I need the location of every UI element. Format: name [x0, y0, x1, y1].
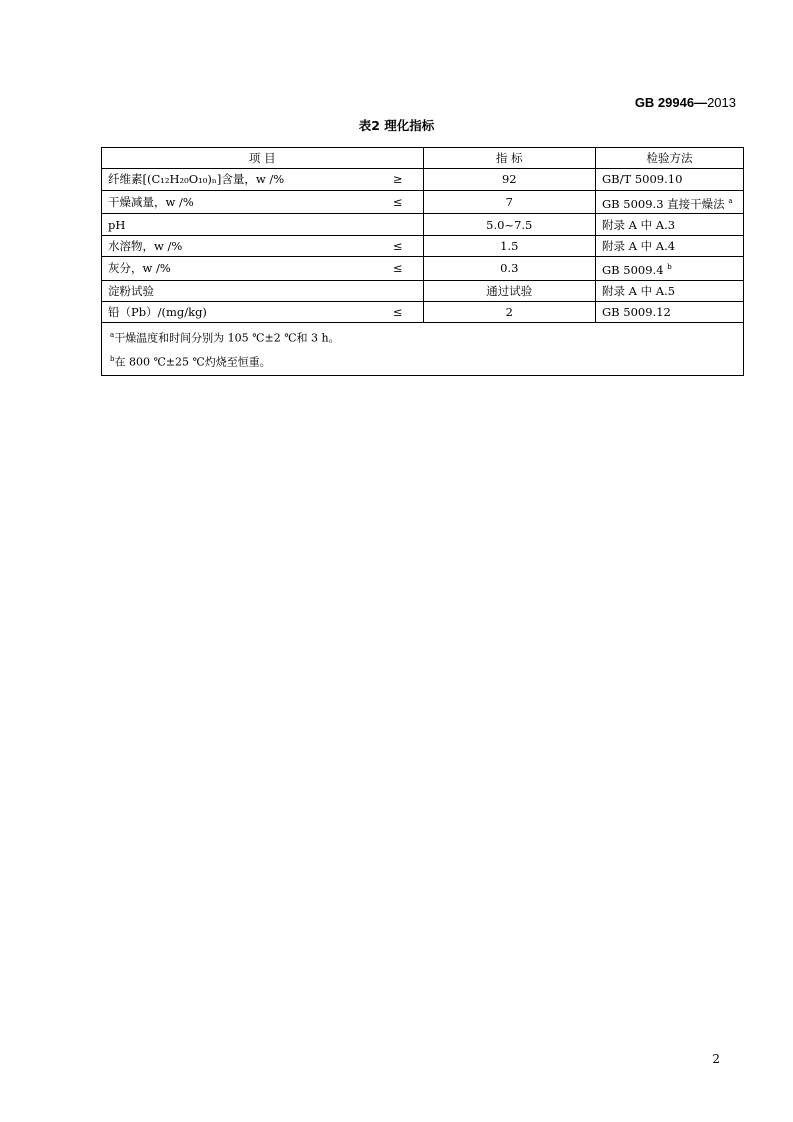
table-header-row — [102, 148, 744, 169]
method-text: GB 5009.4 — [602, 262, 664, 277]
page-number: 2 — [712, 1052, 720, 1066]
table-row — [102, 169, 744, 190]
method-cell: 附录 A 中 A.3 — [596, 214, 744, 235]
comparison-symbol: ≤ — [392, 238, 403, 253]
table-row — [102, 302, 744, 323]
comparison-symbol — [403, 215, 417, 235]
table-note — [110, 325, 737, 349]
index-cell: 0.3 — [423, 257, 595, 281]
item-cell — [102, 214, 424, 235]
method-cell: GB/T 5009.10 — [596, 169, 744, 190]
index-cell: 通过试验 — [423, 280, 595, 301]
method-cell — [596, 257, 744, 281]
item-name: pH — [108, 217, 126, 232]
item-cell — [102, 190, 424, 214]
comparison-symbol — [403, 281, 417, 301]
table-row — [102, 190, 744, 214]
item-name: 纤维素[(C₁₂H₂₀O₁₀)ₙ]含量，w /% — [108, 172, 285, 187]
index-cell: 2 — [423, 302, 595, 323]
item-name: 水溶物，w /% — [108, 238, 183, 253]
comparison-symbol: ≥ — [392, 172, 403, 187]
comparison-symbol: ≤ — [392, 261, 403, 276]
index-cell: 5.0~7.5 — [423, 214, 595, 235]
item-cell — [102, 257, 424, 281]
column-header-index: 指 标 — [423, 148, 595, 169]
table-row — [102, 257, 744, 281]
note-marker: b — [110, 355, 115, 364]
standard-year: 2013 — [707, 95, 736, 110]
method-cell: GB 5009.12 — [596, 302, 744, 323]
index-cell: 92 — [423, 169, 595, 190]
note-marker: b — [667, 263, 672, 272]
note-text: 在 800 ℃±25 ℃灼烧至恒重。 — [114, 355, 271, 369]
item-name: 淀粉试验 — [108, 283, 154, 298]
note-marker: a — [110, 331, 115, 340]
item-name: 灰分，w /% — [108, 261, 171, 276]
item-cell — [102, 302, 424, 323]
index-cell: 7 — [423, 190, 595, 214]
method-cell: 附录 A 中 A.4 — [596, 235, 744, 256]
note-marker: a — [728, 196, 733, 205]
table-row — [102, 280, 744, 301]
table-title: 表2 理化指标 — [358, 118, 435, 133]
method-cell — [596, 190, 744, 214]
table-notes — [102, 323, 744, 375]
item-cell — [102, 169, 424, 190]
standard-code-number: GB 29946 — [634, 95, 695, 110]
physicochemical-spec-table — [101, 147, 744, 376]
item-name: 干燥减量，w /% — [108, 195, 194, 209]
column-header-item: 项 目 — [102, 148, 424, 169]
em-dash: — — [694, 95, 708, 110]
comparison-symbol: ≤ — [392, 305, 403, 320]
method-text: GB 5009.3 直接干燥法 — [602, 196, 725, 211]
notes-row — [102, 323, 744, 375]
table-row — [102, 214, 744, 235]
table-note — [110, 349, 737, 373]
comparison-symbol: ≤ — [392, 195, 403, 209]
item-name: 铅（Pb）/(mg/kg) — [108, 305, 207, 320]
index-cell: 1.5 — [423, 235, 595, 256]
note-text: 干燥温度和时间分别为 105 ℃±2 ℃和 3 h。 — [114, 332, 340, 346]
item-cell — [102, 235, 424, 256]
column-header-method: 检验方法 — [596, 148, 744, 169]
method-cell: 附录 A 中 A.5 — [596, 280, 744, 301]
standard-code — [635, 95, 736, 110]
table-row — [102, 235, 744, 256]
item-cell — [102, 280, 424, 301]
